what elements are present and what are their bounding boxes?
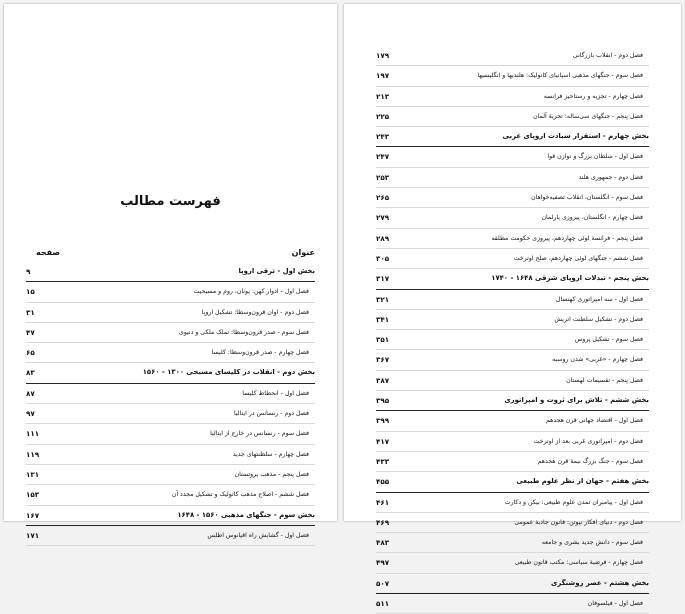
toc-entry-title: فصل چهارم - فرضیهٔ سیاسی: مکتب قانون طبیعی (514, 559, 643, 567)
toc-column-header (36, 248, 315, 262)
toc-list-left (4, 262, 337, 546)
toc-chapter-row (376, 229, 649, 249)
toc-chapter-row (26, 323, 315, 343)
toc-chapter-row (26, 282, 315, 302)
toc-chapter-row (376, 188, 649, 208)
toc-entry-title: فصل اول - ادوار کهن: یونان، روم و مسیحیت (193, 288, 309, 296)
toc-entry-title: بخش سوم - جنگهای مذهبی ۱۵۶۰ - ۱۶۴۸ (177, 510, 315, 519)
toc-chapter-row (376, 87, 649, 107)
toc-entry-page: ۲۴۷ (376, 152, 390, 162)
toc-chapter-row (376, 371, 649, 391)
toc-entry-page: ۵۰۷ (376, 578, 390, 588)
toc-chapter-row (376, 493, 649, 513)
toc-entry-page: ۲۶۵ (376, 193, 390, 203)
toc-entry-page: ۹ (26, 267, 31, 276)
toc-section-row (376, 574, 649, 594)
toc-entry-title: فصل دوم - رنسانس در ایتالیا (234, 410, 309, 418)
toc-entry-page: ۱۳۱ (26, 469, 40, 479)
toc-heading: فهرست مطالب (120, 194, 221, 209)
toc-entry-title: فصل دوم - دنیای افکار نیوتن: قانون جاذبهٔ عمومی (514, 518, 643, 526)
toc-chapter-row (26, 445, 315, 465)
toc-entry-title: بخش پنجم - تبدلات اروپای شرقی ۱۶۴۸ - ۱۷۴۰ (491, 274, 649, 283)
toc-entry-title: فصل سوم - انگلستان، انقلاب تصفیه‌خواهان (531, 194, 643, 202)
toc-chapter-row (376, 46, 649, 66)
toc-entry-page: ۱۱۹ (26, 449, 40, 459)
toc-entry-page: ۳۰۵ (376, 253, 390, 263)
toc-chapter-row (376, 452, 649, 472)
toc-entry-title: فصل چهارم - سلطنتهای جدید (232, 450, 309, 458)
toc-entry-page: ۴۵۵ (376, 477, 390, 487)
toc-entry-title: فصل پنجم - تقسیمات لهستان (566, 376, 643, 384)
toc-chapter-row (376, 553, 649, 573)
toc-entry-page: ۱۹۷ (376, 71, 390, 81)
toc-entry-page: ۲۱۳ (376, 91, 390, 101)
toc-chapter-row (376, 594, 649, 614)
toc-entry-page: ۴۷ (26, 327, 35, 337)
toc-entry-page: ۹۷ (26, 409, 35, 419)
toc-entry-title: فصل دوم - امپراتوری غربی بعد از اوترخت (533, 437, 643, 445)
toc-entry-title: بخش اول - ترقی اروپا (238, 267, 315, 275)
toc-entry-title: فصل چهارم - «غربی» شدن روسیه (552, 356, 643, 364)
toc-section-row (376, 269, 649, 289)
toc-entry-page: ۱۷۱ (26, 530, 40, 540)
toc-chapter-row (376, 249, 649, 269)
toc-entry-page: ۱۷۹ (376, 51, 390, 60)
toc-entry-title: فصل اول - پیامبران تمدن علوم طبیعی: بیکن و دکارت (504, 498, 643, 506)
toc-list-right (344, 46, 681, 614)
toc-section-row (376, 472, 649, 492)
toc-entry-title: فصل سوم - رنسانس در خارج از ایتالیا (210, 430, 309, 438)
toc-entry-page: ۴۶۱ (376, 497, 390, 507)
toc-entry-page: ۲۴۳ (376, 132, 390, 142)
toc-entry-title: فصل دوم - انقلاب بازرگانی (572, 52, 643, 59)
toc-entry-page: ۴۹۷ (376, 558, 390, 568)
toc-entry-title: فصل سوم - جنگ بزرگ نیمهٔ قرن هجدهم (537, 457, 643, 465)
toc-chapter-row (26, 384, 315, 404)
toc-section-row (26, 262, 315, 282)
toc-entry-title: فصل سوم - تشکیل پروس (574, 336, 643, 344)
toc-entry-title: فصل پنجم - فرانسهٔ لوئی چهاردهم، پیروزی حکومت مطلقه (491, 234, 643, 242)
toc-chapter-row (376, 330, 649, 350)
toc-chapter-row (376, 310, 649, 330)
toc-section-row (26, 363, 315, 383)
toc-entry-page: ۲۷۹ (376, 213, 390, 223)
toc-entry-page: ۳۶۷ (376, 355, 390, 365)
toc-chapter-row (376, 147, 649, 167)
toc-chapter-row (376, 208, 649, 228)
toc-entry-title: فصل اول - فیلسوفان (587, 600, 643, 608)
toc-entry-title: فصل اول - اقتصاد جهانی قرن هجدهم (545, 417, 643, 425)
toc-entry-title: فصل سوم - دانش جدید بشری و جامعه (541, 539, 643, 547)
toc-entry-page: ۴۸۳ (376, 538, 390, 548)
toc-entry-title: فصل اول - انحطاط کلیسا (242, 389, 309, 397)
toc-chapter-row (376, 350, 649, 370)
toc-entry-title: فصل اول - گشایش راه اقیانوس اطلس (207, 531, 309, 539)
page-column-label: صفحه (36, 248, 61, 257)
toc-entry-title: بخش دوم - انقلاب در کلیسای مسیحی ۱۳۰۰ - ۱۵۶۰ (142, 368, 315, 377)
toc-entry-page: ۳۹۵ (376, 396, 390, 406)
toc-entry-page: ۶۵ (26, 348, 35, 358)
toc-entry-page: ۳۹۹ (376, 416, 390, 426)
toc-entry-title: فصل ششم - جنگهای لوئی چهاردهم، صلح اوترخت (513, 254, 643, 262)
toc-entry-page: ۴۱۷ (376, 436, 390, 446)
toc-entry-page: ۲۲۵ (376, 111, 390, 121)
toc-entry-page: ۳۴۱ (376, 314, 390, 324)
toc-chapter-row (376, 513, 649, 533)
left-page (4, 4, 337, 540)
toc-chapter-row (376, 411, 649, 431)
toc-entry-title: فصل پنجم - جنگهای سی‌ساله: تجزیهٔ آلمان (533, 112, 643, 120)
toc-section-row (376, 391, 649, 411)
toc-chapter-row (376, 66, 649, 86)
toc-entry-page: ۱۵۳ (26, 490, 40, 500)
toc-chapter-row (26, 404, 315, 424)
toc-chapter-row (376, 168, 649, 188)
toc-entry-page: ۵۱۱ (376, 599, 390, 609)
toc-entry-title: فصل دوم - اوان قرون‌وسطا: تشکیل اروپا (201, 308, 309, 316)
toc-entry-page: ۱۶۷ (26, 510, 40, 520)
toc-chapter-row (376, 533, 649, 553)
right-page (344, 4, 681, 609)
toc-entry-title: فصل پنجم - مذهب پروتستان (234, 470, 309, 478)
toc-chapter-row (376, 432, 649, 452)
toc-entry-title: فصل ششم - اصلاح مذهب کاتولیک و تشکیل مجدد آن (171, 491, 309, 499)
toc-entry-page: ۳۵۱ (376, 335, 390, 345)
toc-entry-page: ۳۱ (26, 307, 35, 317)
toc-entry-page: ۴۳۳ (376, 456, 390, 466)
toc-entry-title: فصل چهارم - انگلستان، پیروزی پارلمان (541, 214, 643, 222)
toc-entry-title: فصل دوم - تشکیل سلطنت اتریش (554, 315, 643, 323)
toc-entry-title: فصل دوم - جمهوری هلند (578, 173, 643, 181)
toc-entry-title: فصل اول - سلطان بزرگ و توازن قوا (547, 153, 643, 161)
toc-section-row (26, 506, 315, 526)
toc-entry-page: ۲۵۳ (376, 172, 390, 182)
toc-chapter-row (26, 343, 315, 363)
toc-entry-title: فصل چهارم - صدر قرون‌وسطا: کلیسا (211, 349, 309, 357)
toc-entry-title: فصل سوم - جنگهای مذهبی اسپانیای کاتولیک: هلندیها و انگلیسیها (477, 72, 643, 80)
toc-entry-page: ۳۸۷ (376, 375, 390, 385)
toc-entry-page: ۳۱۷ (376, 274, 390, 284)
toc-chapter-row (26, 485, 315, 505)
toc-chapter-row (26, 526, 315, 546)
toc-entry-title: بخش هشتم - عصر روشنگری (551, 578, 649, 587)
toc-entry-page: ۸۳ (26, 368, 35, 378)
toc-chapter-row (26, 424, 315, 444)
toc-entry-title: بخش هفتم - جهان از نظر علوم طبیعی (516, 477, 649, 486)
toc-entry-page: ۱۵ (26, 287, 35, 297)
toc-entry-page: ۳۲۱ (376, 294, 390, 304)
toc-entry-page: ۱۱۱ (26, 429, 40, 439)
toc-entry-title: فصل چهارم - تجزیه و رستاخیز فرانسه (543, 92, 643, 100)
toc-chapter-row (376, 290, 649, 310)
toc-entry-title: بخش ششم - تلاش برای ثروت و امپراتوری (504, 396, 649, 405)
toc-chapter-row (376, 107, 649, 127)
toc-entry-title: فصل سوم - صدر قرون‌وسطا: تملک ملکی و دنیوی (179, 328, 309, 336)
toc-entry-title: فصل اول - سه امپراتوری کهنسال (555, 295, 643, 303)
toc-entry-title: بخش چهارم - استقرار سیادت اروپای غربی (502, 132, 649, 141)
toc-entry-page: ۲۸۹ (376, 233, 390, 243)
toc-chapter-row (26, 465, 315, 485)
toc-chapter-row (26, 303, 315, 323)
toc-section-row (376, 127, 649, 147)
title-column-label: عنوان (291, 248, 315, 257)
toc-entry-page: ۸۷ (26, 388, 35, 398)
toc-entry-page: ۴۶۹ (376, 517, 390, 527)
